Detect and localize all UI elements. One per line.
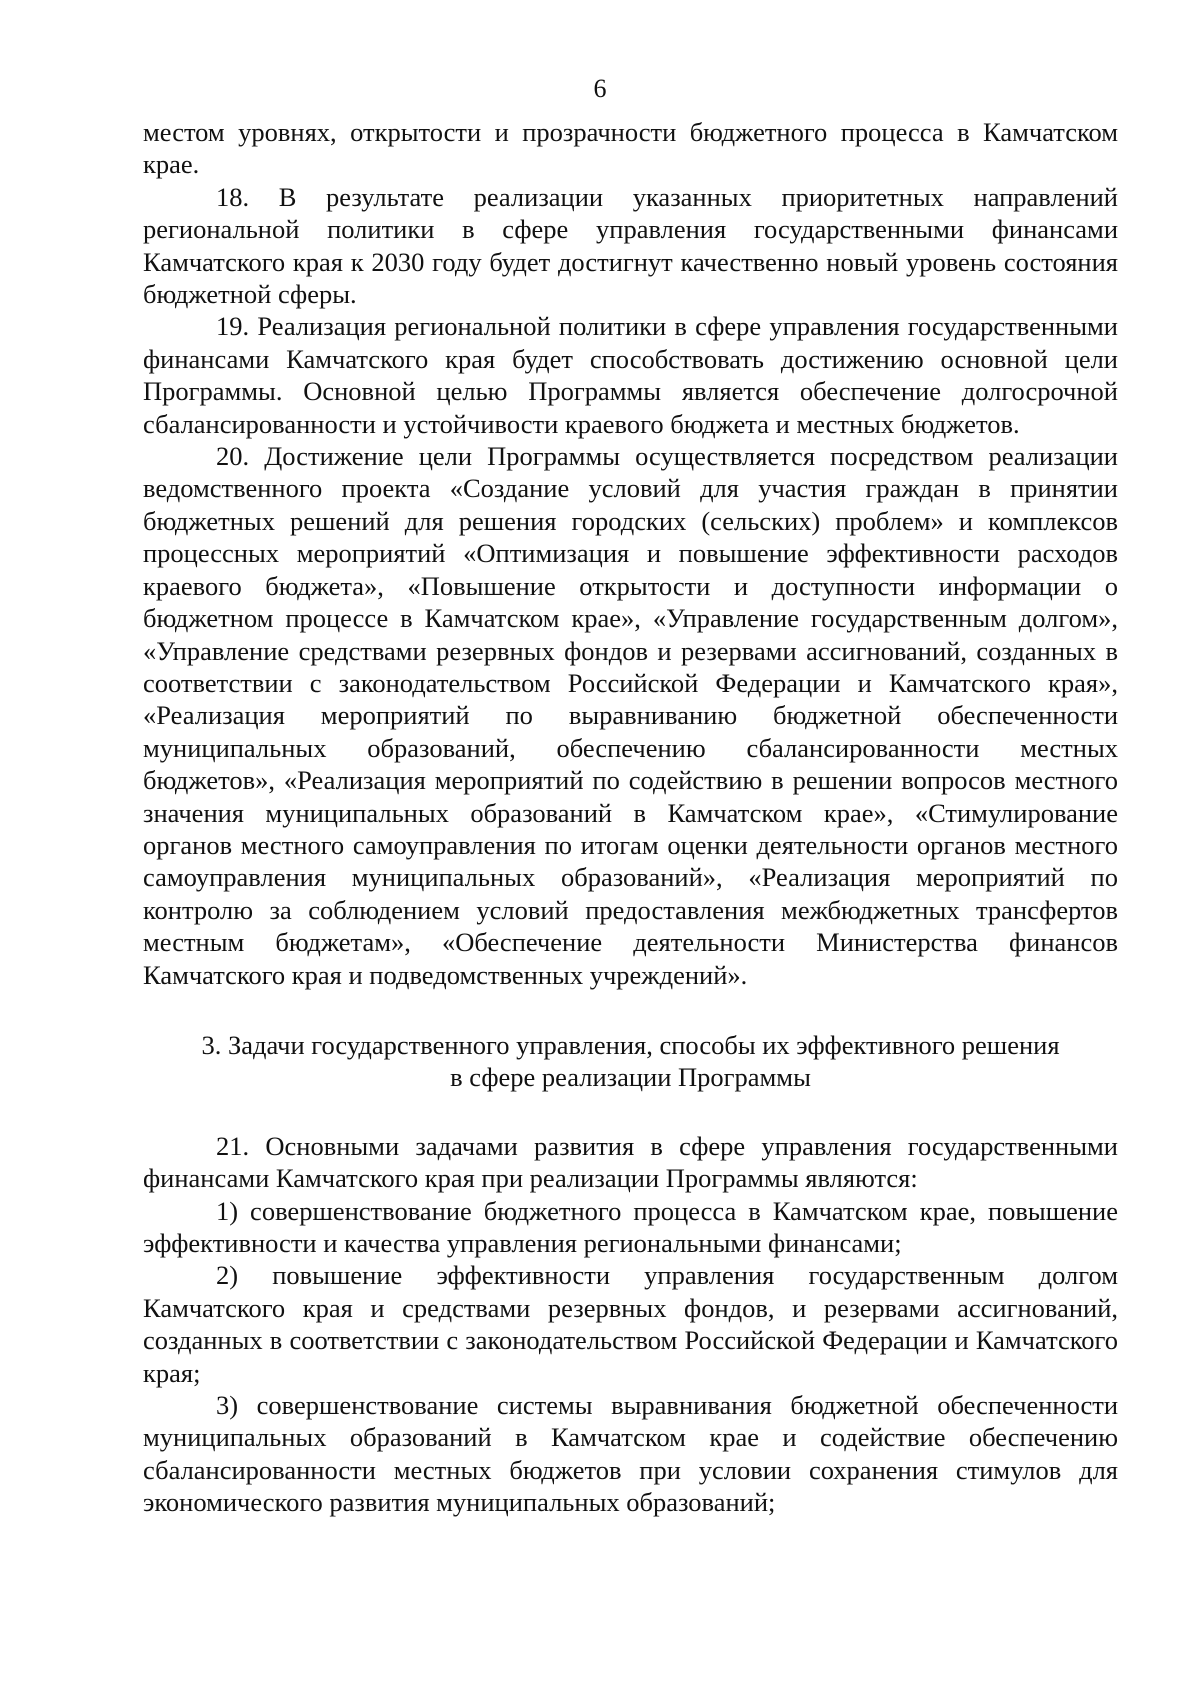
section-heading (143, 1029, 1118, 1094)
paragraph-continuation: местом уровнях, открытости и прозрачности бюджетного процесса в Камчатском крае. (143, 117, 1118, 180)
list-item-2: 2) повышение эффективности управления государственным долгом Камчатского края и средствами резервных фондов, и резервами ассигнований, созданных в соответствии с законодательством Российской Федерации и Камчатского края; (143, 1260, 1118, 1388)
list-item-1: 1) совершенствование бюджетного процесса в Камчатском крае, повышение эффективности и качества управления региональными финансами; (143, 1195, 1118, 1258)
paragraph-21: 21. Основными задачами развития в сфере управления государственными финансами Камчатского края при реализации Программы являются: (143, 1130, 1118, 1194)
paragraph-18: 18. В результате реализации указанных приоритетных направлений региональной политики в сфере управления государственными финансами Камчатского края к 2030 году будет достигнут качественно новый уровень состояния бюджетной сферы. (143, 181, 1118, 310)
document-body (143, 116, 1118, 1519)
page-number: 6 (593, 74, 607, 103)
paragraph-20: 20. Достижение цели Программы осуществляется посредством реализации ведомственного проекта «Создание условий для участия граждан в принятии бюджетных решений для решения городских (сельских) проблем» и комплексов процессных мероприятий «Оптимизация и повышение эффективности расходов краевого бюджета», «Повышение открытости и доступности информации о бюджетном процессе в Камчатском крае», «Управление государственным долгом», «Управление средствами резервных фондов и резервами ассигнований, созданных в соответствии с законодательством Российской Федерации и Камчатского края», «Реализация мероприятий по выравниванию бюджетной обеспеченности муниципальных образований, обеспечению сбалансированности местных бюджетов», «Реализация мероприятий по содействию в решении вопросов местного значения муниципальных образований в Камчатском крае», «Стимулирование органов местного самоуправления по итогам оценки деятельности органов местного самоуправления муниципальных образований», «Реализация мероприятий по контролю за соблюдением условий предоставления межбюджетных трансфертов местным бюджетам», «Обеспечение деятельности Министерства финансов Камчатского края и подведомственных учреждений». (143, 441, 1118, 990)
section-heading-line-1: 3. Задачи государственного управления, способы их эффективного решения (201, 1029, 1060, 1060)
paragraph-19: 19. Реализация региональной политики в сфере управления государственными финансами Камчатского края будет способствовать достижению основной цели Программы. Основной целью Программы является обеспечение долгосрочной сбалансированности и устойчивости краевого бюджета и местных бюджетов. (143, 311, 1118, 439)
list-item-3: 3) совершенствование системы выравнивания бюджетной обеспеченности муниципальных образований в Камчатском крае и содействие обеспечению сбалансированности местных бюджетов при условии сохранения стимулов для экономического развития муниципальных образований; (143, 1390, 1118, 1518)
section-heading-line-2: в сфере реализации Программы (450, 1062, 811, 1093)
